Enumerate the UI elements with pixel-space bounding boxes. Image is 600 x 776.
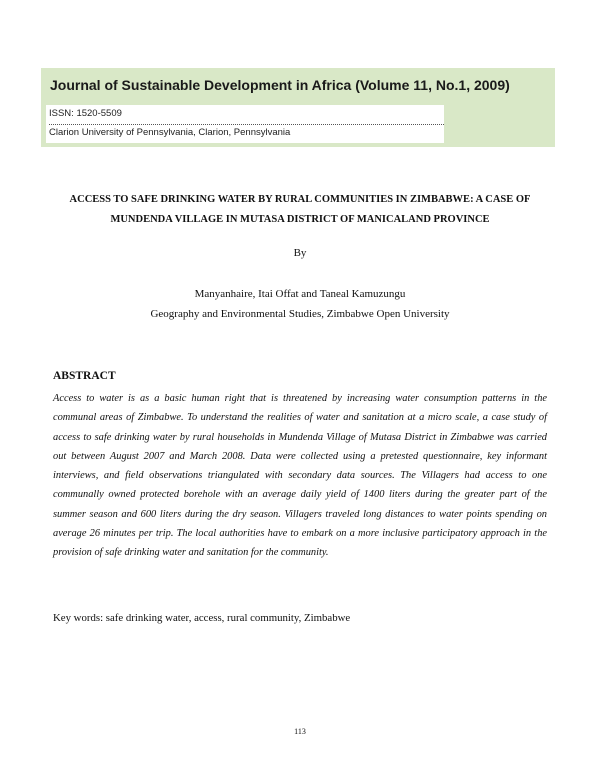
issn: ISSN: 1520-5509 <box>49 108 122 119</box>
affiliation: Geography and Environmental Studies, Zimbabwe Open University <box>150 308 450 320</box>
issn-separator <box>49 124 444 125</box>
issn-box <box>46 105 444 143</box>
journal-header <box>41 68 555 147</box>
abstract-body: Access to water is as a basic human right that is threatened by increasing water consumption patterns in the communal areas of Zimbabwe. To understand the realities of water and sanitation at a micro scale, a case study of access to safe drinking water by rural households in Mundenda Village of Mutasa District in Zimbabwe was carried out between August 2007 and March 2008. Data were collected using a pretested questionnaire, key informant interviews, and field observations triangulated with secondary data sources. The Villagers had access to one communally owned protected borehole with an average daily yield of 1400 liters during the greater part of the summer season and 600 liters during the dry season. Villagers traveled long distances to water points spending on average 26 minutes per trip. The local authorities have to embark on a more inclusive participatory approach in the provision of safe drinking water and sanitation for the community. <box>53 393 547 559</box>
page-number: 113 <box>294 727 306 736</box>
institution: Clarion University of Pennsylvania, Clarion, Pennsylvania <box>49 127 291 138</box>
authors: Manyanhaire, Itai Offat and Taneal Kamuzungu <box>194 288 406 300</box>
by-line: By <box>293 247 307 259</box>
article-title: ACCESS TO SAFE DRINKING WATER BY RURAL COMMUNITIES IN ZIMBABWE: A CASE OF MUNDENDA VILLAGE IN MUTASA DISTRICT OF MANICALAND PROVINCE <box>69 194 531 225</box>
abstract-heading: ABSTRACT <box>53 370 116 382</box>
journal-title: Journal of Sustainable Development in Africa (Volume 11, No.1, 2009) <box>50 77 510 93</box>
keywords: Key words: safe drinking water, access, rural community, Zimbabwe <box>53 612 351 624</box>
